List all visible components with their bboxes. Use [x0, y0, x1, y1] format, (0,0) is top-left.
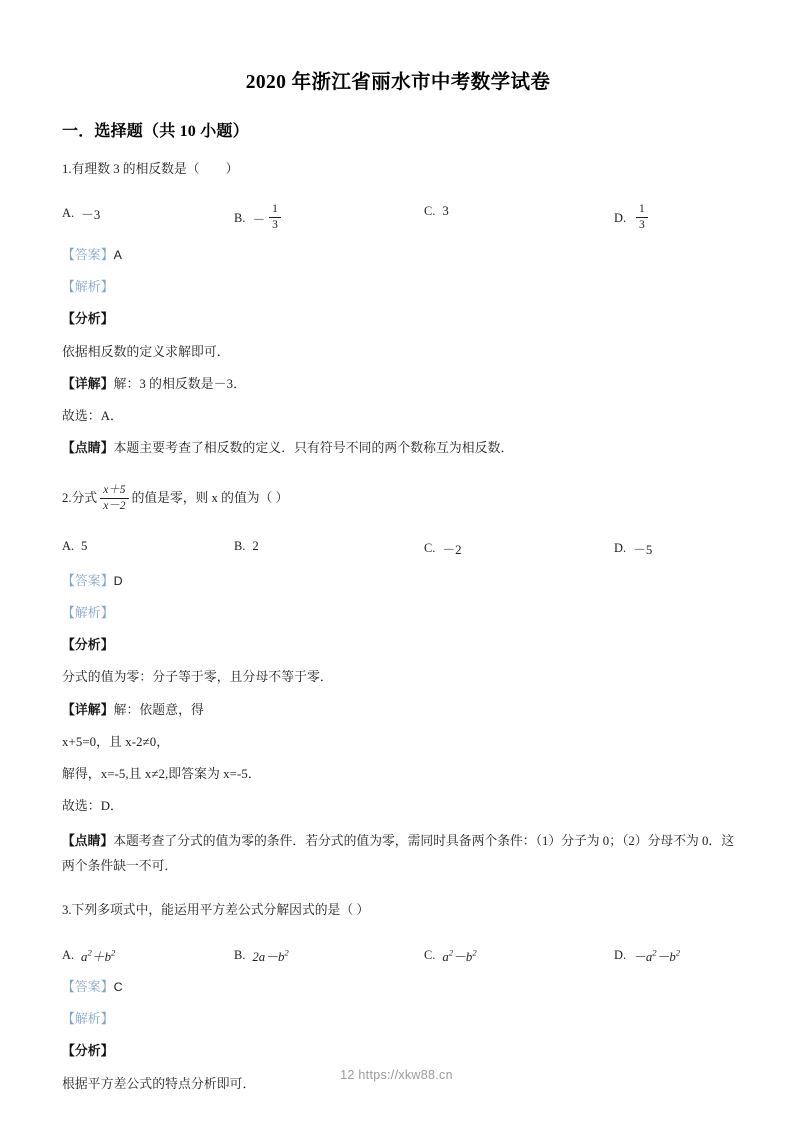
option-2b[interactable] [234, 539, 424, 554]
option-2c-value: －2 [442, 543, 462, 558]
option-2b-value: 2 [252, 539, 259, 554]
answer-label: 【答案】 [62, 248, 114, 263]
option-row-3 [62, 939, 734, 972]
analysis-text-3: 根据平方差公式的特点分析即可． [62, 1076, 256, 1091]
option-3c-label: C. [424, 947, 436, 962]
answer-value-3: C [113, 980, 123, 995]
question-stem-2 [62, 478, 734, 520]
option-2d-label: D. [614, 541, 627, 556]
highlight-line-1 [62, 433, 734, 465]
question-stem-1 [62, 154, 734, 184]
detail-label: 【详解】 [62, 702, 114, 717]
answer-line-1 [62, 240, 734, 272]
option-2d-value: －5 [633, 543, 653, 558]
option-3b-value: $2a-b^2$ [252, 947, 289, 964]
question-stem-1-close: ） [225, 161, 239, 176]
option-row-1 [62, 197, 734, 240]
detail-text: 解：3 的相反数是－3． [113, 376, 246, 391]
answer-line-3 [62, 972, 734, 1004]
option-1c-value: 3 [442, 203, 449, 218]
analysis-label-2 [62, 630, 734, 662]
option-1d-label: D. [614, 210, 627, 225]
detail-label: 【详解】 [62, 376, 114, 391]
option-2a-label: A. [62, 539, 75, 554]
option-1c-label: C. [424, 203, 436, 218]
fraction-denominator: 3 [639, 218, 645, 231]
option-3a-value: $a^2+b^2$ [81, 947, 116, 964]
highlight-label: 【点睛】 [62, 833, 114, 848]
detail-text: 解：依题意，得 [113, 702, 204, 717]
option-3d-value: $-a^2-b^2$ [633, 947, 681, 964]
option-3c-value: $a^2-b^2$ [442, 947, 477, 964]
answer-line-2 [62, 565, 734, 597]
question-stem-3 [62, 895, 734, 925]
option-1a-label: A. [62, 205, 75, 220]
answer-value-1: A [113, 248, 122, 263]
detail-line-2-3: 故选：D． [62, 799, 123, 814]
option-1a-value: －3 [81, 207, 101, 222]
detail-line-2-2: 解得，x=-5,且 x≠2,即答案为 x=-5． [62, 766, 261, 781]
option-3b[interactable] [234, 946, 424, 965]
question-block-2 [62, 478, 734, 883]
analysis-head-label: 【解析】 [62, 605, 114, 620]
option-2a-value: 5 [81, 539, 88, 554]
analysis-label: 【分析】 [62, 638, 114, 653]
option-2d[interactable] [614, 539, 652, 558]
fraction-numerator: 1 [269, 203, 281, 218]
fraction-numerator: 1 [636, 203, 648, 218]
option-2c[interactable] [424, 539, 614, 558]
analysis-label: 【分析】 [62, 1044, 114, 1059]
option-1a[interactable] [62, 204, 234, 223]
question-stem-1-text: 1.有理数 3 的相反数是（ [62, 161, 200, 176]
highlight-line-2 [62, 823, 734, 883]
option-3a[interactable] [62, 946, 234, 965]
option-3d[interactable] [614, 946, 680, 965]
option-2a[interactable] [62, 539, 234, 554]
section-heading: 一．选择题（共 10 小题） [62, 123, 249, 140]
fraction-denominator: x－2 [103, 499, 126, 512]
answer-label: 【答案】 [62, 980, 114, 995]
analysis-text-1: 依据相反数的定义求解即可． [62, 344, 230, 359]
highlight-label: 【点睛】 [62, 441, 114, 456]
option-1b-label: B. [234, 210, 246, 225]
option-3c[interactable] [424, 946, 614, 965]
page-title: 2020 年浙江省丽水市中考数学试卷 [245, 72, 551, 93]
document-content [62, 0, 734, 1100]
question-stem-2-tail: 的值是零，则 x 的值为（ ） [131, 491, 289, 506]
analysis-text-2: 分式的值为零：分子等于零，且分母不等于零． [62, 670, 333, 685]
analysis-head-3 [62, 1004, 734, 1036]
question-block-1 [62, 154, 734, 465]
detail-line-1-1: 故选：A． [62, 409, 123, 424]
option-2c-label: C. [424, 541, 436, 556]
option-1d-fraction [636, 203, 648, 232]
analysis-head-label: 【解析】 [62, 280, 114, 295]
highlight-text: 本题考查了分式的值为零的条件．若分式的值为零，需同时具备两个条件：（1）分子为 0；（2）分母不为 0．这两个条件缺一不可． [62, 833, 734, 873]
fraction-denominator: 3 [272, 218, 278, 231]
fraction-numerator: x＋5 [100, 484, 128, 499]
option-1b-fraction [269, 203, 281, 232]
option-row-2 [62, 532, 734, 565]
option-2b-label: B. [234, 539, 246, 554]
page-footer: 12 https://xkw88.cn [340, 1068, 453, 1082]
detail-line-2-0 [62, 694, 734, 726]
analysis-head-2 [62, 597, 734, 629]
detail-line-1-0 [62, 368, 734, 400]
answer-label: 【答案】 [62, 573, 114, 588]
option-3a-label: A. [62, 947, 75, 962]
question-stem-2-text: 2.分式 [62, 491, 98, 506]
analysis-label-1 [62, 304, 734, 336]
question-stem-3-text: 3.下列多项式中，能运用平方差公式分解因式的是（ ） [62, 903, 370, 918]
option-1d[interactable] [614, 204, 651, 233]
question-stem-2-fraction [100, 484, 128, 513]
analysis-label: 【分析】 [62, 312, 114, 327]
option-1b[interactable] [234, 204, 424, 233]
highlight-text: 本题主要考查了相反数的定义．只有符号不同的两个数称互为相反数． [113, 441, 514, 456]
detail-line-2-1: x+5=0，且 x-2≠0， [62, 734, 170, 749]
option-1c[interactable] [424, 204, 614, 219]
analysis-label-3 [62, 1036, 734, 1068]
option-1b-sign: － [252, 212, 266, 227]
analysis-head-1 [62, 272, 734, 304]
option-3d-label: D. [614, 947, 627, 962]
answer-value-2: D [113, 573, 123, 588]
option-3b-label: B. [234, 947, 246, 962]
analysis-head-label: 【解析】 [62, 1012, 114, 1027]
